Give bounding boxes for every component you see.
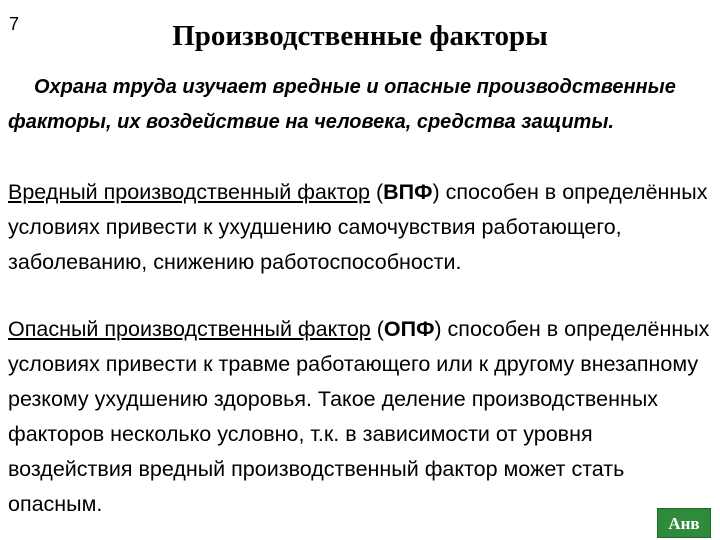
intro-text: Охрана труда изучает вредные и опасные производственные факторы, их воздействие на человека, средства защиты. [8,76,676,133]
slide-title: Производственные факторы [172,20,548,52]
vpf-open-paren: ( [370,180,384,204]
vpf-paragraph [8,175,714,280]
vpf-abbreviation: ВПФ [383,180,433,204]
slide-number: 7 [9,14,20,34]
opf-open-paren: ( [370,317,384,341]
author-badge: Анв [657,508,711,538]
opf-paragraph [8,312,714,522]
opf-description: ) способен в определённых условиях привести к травме работающего или к другому внезапному резкому ухудшению здоровья. Такое деление производственных факторов несколько условно, т.к. в зависимости от уровня воздействия вредный производственный фактор может стать опасным. [8,317,710,516]
vpf-term: Вредный производственный фактор [8,180,371,204]
vpf-description: ) способен в определённых условиях привести к ухудшению самочувствия работающего, заболеванию, снижению работоспособности. [8,180,708,274]
intro-paragraph [8,70,708,140]
opf-abbreviation: ОПФ [383,317,435,341]
opf-term: Опасный производственный фактор [8,317,371,341]
